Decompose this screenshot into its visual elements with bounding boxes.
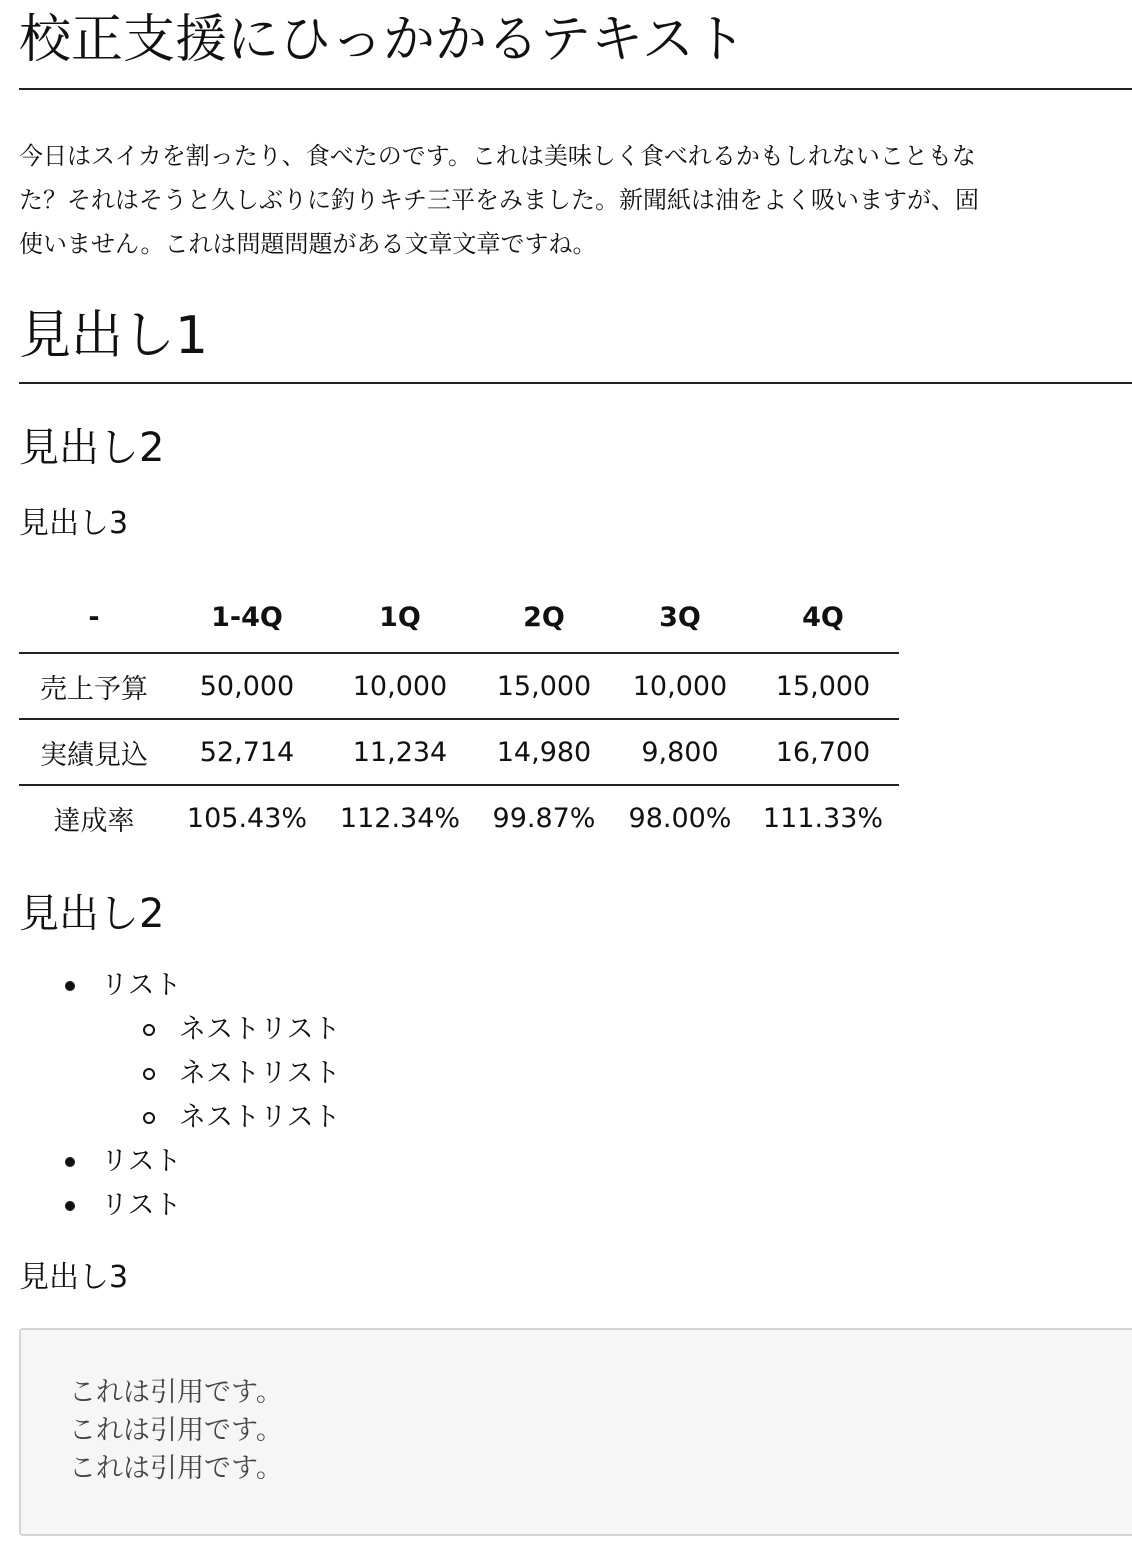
table-cell: 99.87% xyxy=(492,802,596,834)
table-cell: 50,000 xyxy=(169,653,325,719)
table-header-cell: 4Q xyxy=(747,582,899,653)
nested-list-item xyxy=(99,1096,1132,1140)
table-cell: 15,000 xyxy=(475,653,613,719)
blockquote-line: これは引用です。 xyxy=(69,1453,283,1484)
heading-3: 見出し3 xyxy=(19,506,129,541)
table-row xyxy=(19,719,899,785)
heading-2: 見出し2 xyxy=(19,891,165,937)
document-body xyxy=(19,0,1132,1536)
table-header-row xyxy=(19,582,899,653)
blockquote xyxy=(19,1328,1132,1536)
bullet-icon xyxy=(65,981,75,991)
circle-bullet-icon xyxy=(143,1112,155,1124)
paragraph-line: 使いません。これは問題問題がある文章文章ですね。 xyxy=(19,230,597,258)
table-cell: 9,800 xyxy=(613,719,747,785)
blockquote-line: これは引用です。 xyxy=(69,1377,283,1408)
table-cell: 98.00% xyxy=(628,802,732,834)
table-header-cell: 1-4Q xyxy=(169,582,325,653)
nested-list-item-label: ネストリスト xyxy=(179,1014,341,1045)
table-cell: 10,000 xyxy=(613,653,747,719)
bullet-icon xyxy=(65,1201,75,1211)
page-title: 校正支援にひっかかるテキスト xyxy=(19,0,1132,90)
heading-3: 見出し3 xyxy=(19,1260,129,1295)
table-row-label: 達成率 xyxy=(53,805,135,837)
table-cell: 16,700 xyxy=(747,719,899,785)
blockquote-line: これは引用です。 xyxy=(69,1415,283,1446)
bullet-list xyxy=(19,964,1132,1228)
list-item xyxy=(19,964,1132,1140)
table-row xyxy=(19,785,899,850)
table-cell: 11,234 xyxy=(325,719,475,785)
nested-list-item xyxy=(99,1008,1132,1052)
table-cell: 52,714 xyxy=(169,719,325,785)
paragraph-line: た？それはそうと久しぶりに釣りキチ三平をみました。新聞紙は油をよく吸いますが、固 xyxy=(19,186,979,214)
table-header-cell: - xyxy=(19,582,169,653)
list-item xyxy=(19,1140,1132,1184)
heading-2: 見出し2 xyxy=(19,425,165,471)
list-item-label: リスト xyxy=(101,1190,182,1221)
nested-list-item xyxy=(99,1052,1132,1096)
table-cell: 112.34% xyxy=(339,802,461,834)
paragraph-line: 今日はスイカを割ったり、食べたのです。これは美味しく食べれるかもしれないこともな xyxy=(19,142,976,170)
circle-bullet-icon xyxy=(143,1024,155,1036)
table-header-cell: 1Q xyxy=(325,582,475,653)
nested-list xyxy=(101,1008,1132,1140)
nested-list-item-label: ネストリスト xyxy=(179,1058,341,1089)
list-item-label: リスト xyxy=(101,1146,182,1177)
heading-1: 見出し1 xyxy=(19,306,1132,384)
bullet-icon xyxy=(65,1157,75,1167)
table-row xyxy=(19,653,899,719)
list-item-label: リスト xyxy=(101,970,182,1001)
table-row-label: 実績見込 xyxy=(19,719,169,785)
table-cell: 14,980 xyxy=(475,719,613,785)
circle-bullet-icon xyxy=(143,1068,155,1080)
table-header-cell: 3Q xyxy=(613,582,747,653)
table-header-cell: 2Q xyxy=(475,582,613,653)
table-cell: 15,000 xyxy=(747,653,899,719)
table-cell: 105.43% xyxy=(186,802,308,834)
table-row-label: 売上予算 xyxy=(19,653,169,719)
body-paragraph xyxy=(19,134,1132,266)
budget-table xyxy=(19,582,899,850)
nested-list-item-label: ネストリスト xyxy=(179,1102,341,1133)
list-item xyxy=(19,1184,1132,1228)
table-cell: 111.33% xyxy=(762,802,884,834)
table-cell: 10,000 xyxy=(325,653,475,719)
